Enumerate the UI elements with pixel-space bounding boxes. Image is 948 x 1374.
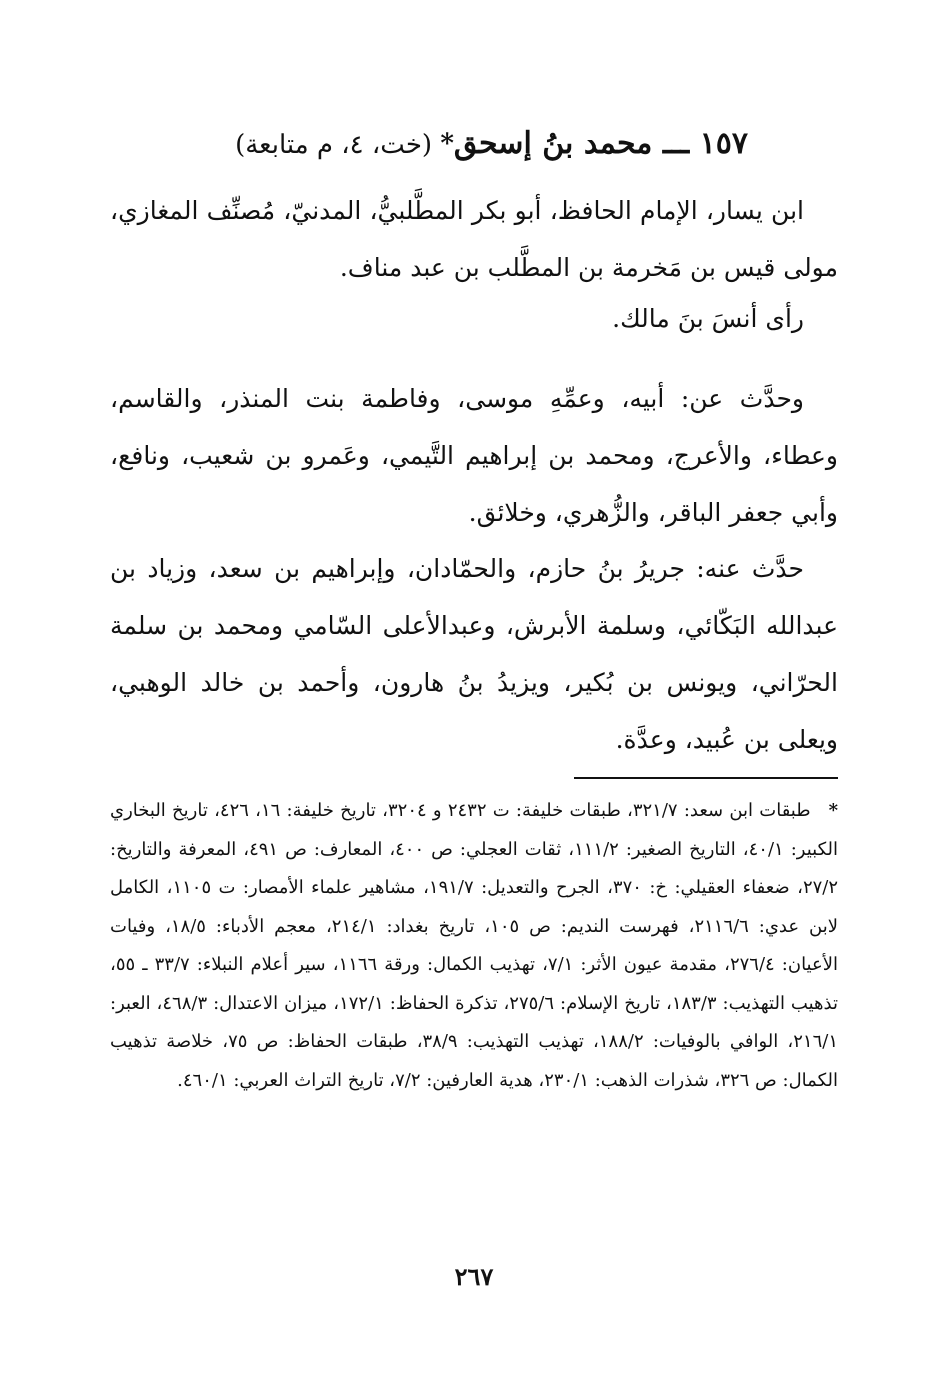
page-number: ٢٦٧ (454, 1262, 494, 1291)
footnote-ref-marker: * (440, 129, 454, 159)
paragraph-narrated-by-text: حدَّث عنه: جريرُ بنُ حازم، والحمّادان، وإبراهيم بن سعد، وزياد بن عبدالله البَكّائي، وسلمة الأبرش، وعبدالأعلى السّامي ومحمد بن سلمة الحرّاني، ويونس بن بُكير، ويزيدُ بنُ هارون، وأحمد بن خالد الوهبي، ويعلى بن عُبيد، وعدَّة. (110, 554, 838, 754)
entry-source-codes: (خت، ٤، م متابعة) (235, 130, 441, 160)
footnote-text: طبقات ابن سعد: ٣٢١/٧، طبقات خليفة: ت ٢٤٣٢ و ٣٢٠٤، تاريخ خليفة: ١٦، ٤٢٦، تاريخ البخاري الكبير: ٤٠/١، التاريخ الصغير: ١١١/٢، ثقات العجلي: ص ٤٠٠، المعارف: ص ٤٩١، المعرفة والتاريخ: ٢٧/٢، ضعفاء العقيلي: خ: ٣٧٠، الجرح والتعديل: ١٩١/٧، مشاهير علماء الأمصار: ت ١١٠٥، الكامل لابن عدي: ٢١١٦/٦، فهرست النديم: ص ١٠٥، تاريخ بغداد: ٢١٤/١، معجم الأدباء: ١٨/٥، وفيات الأعيان: ٢٧٦/٤، مقدمة عيون الأثر: ٧/١، تهذيب الكمال: ورقة ١١٦٦، سير أعلام النبلاء: ٣٣/٧ ـ ٥٥، تذهيب التهذيب: ١٨٣/٣، تاريخ الإسلام: ٢٧٥/٦، تذكرة الحفاظ: ١٧٢/١، ميزان الاعتدال: ٤٦٨/٣، العبر: ٢١٦/١، الوافي بالوفيات: ١٨٨/٢، تهذيب التهذيب: ٣٨/٩، طبقات الحفاظ: ص ٧٥، خلاصة تذهيب الكمال: ص ٣٢٦، شذرات الذهب: ٢٣٠/١، هدية العارفين: ٧/٢، تاريخ التراث العربي: ٤٦٠/١. (110, 800, 839, 1091)
paragraph-narrated-from-text: وحدَّث عن: أبيه، وعمِّهِ موسى، وفاطمة بنت المنذر، والقاسم، وعطاء، والأعرج، ومحمد بن إبراهيم التَّيمي، وعَمرو بن شعيب، ونافع، وأبي جعفر الباقر، والزُّهري، وخلائق. (110, 384, 838, 527)
entry-dash: ـــ (652, 126, 700, 161)
footnote-sources (110, 792, 838, 1100)
entry-number: ١٥٧ (699, 126, 748, 161)
footnote-marker: * (828, 800, 838, 821)
paragraph-saw-text: رأى أنسَ بنَ مالك. (612, 304, 804, 333)
paragraph-lineage (110, 182, 838, 296)
entry-name: محمد بنُ إسحق (453, 126, 653, 161)
paragraph-saw (110, 290, 838, 347)
paragraph-lineage-text: ابن يسار، الإمام الحافظ، أبو بكر المطَّلبيُّ، المدنيّ، مُصنِّف المغازي، مولى قيس بن مَخرمة بن المطَّلب بن عبد مناف. (110, 196, 838, 282)
footnote-separator (574, 777, 838, 779)
paragraph-narrated-from (110, 370, 838, 541)
paragraph-narrated-by (110, 540, 838, 768)
entry-heading (188, 122, 748, 167)
